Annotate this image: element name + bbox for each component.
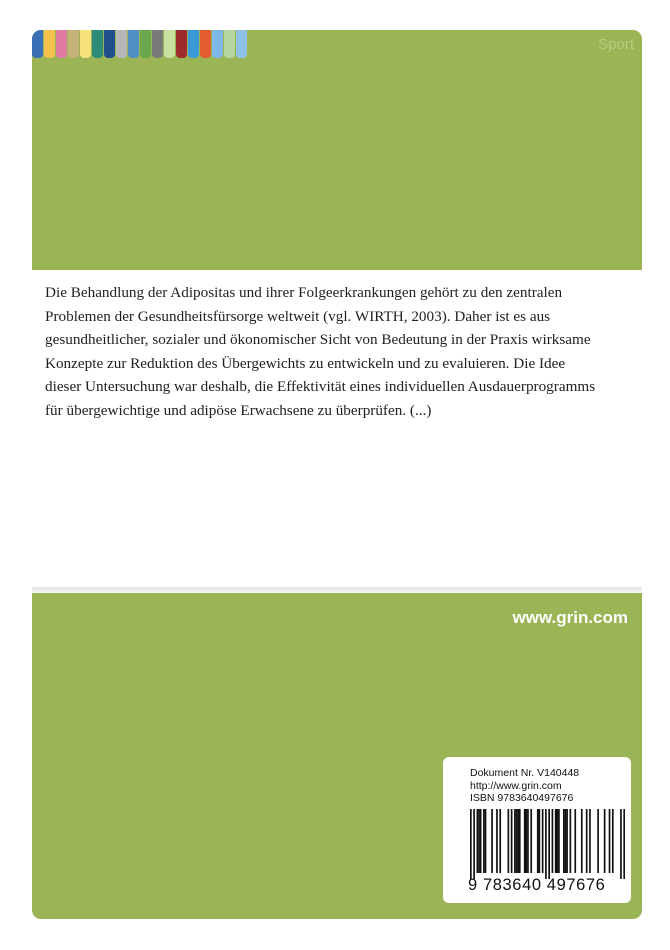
blurb-line: dieser Untersuchung war deshalb, die Effektivität eines individuellen Ausdauerprogramms — [45, 378, 596, 396]
barcode-bar — [548, 809, 550, 879]
isbn-info — [470, 767, 579, 805]
barcode-bar — [556, 809, 558, 873]
barcode-bar — [499, 809, 501, 873]
blurb-line: Konzepte zur Reduktion des Übergewichts zu entwickeln und zu evaluieren. Die Idee — [45, 354, 566, 372]
blurb-text — [45, 281, 631, 423]
blurb-line: Die Behandlung der Adipositas und ihrer Folgeerkrankungen gehört zu den zentralen — [45, 284, 563, 301]
barcode-bar — [527, 809, 529, 873]
top-color-band — [32, 30, 642, 270]
barcode-bar — [514, 809, 516, 873]
barcode-bar — [589, 809, 591, 873]
series-tab — [224, 30, 235, 58]
blurb-line: Problemen der Gesundheitsfürsorge weltweit (vgl. WIRTH, 2003). Daher ist es aus — [45, 307, 551, 325]
series-tab — [140, 30, 151, 58]
barcode — [470, 809, 625, 879]
barcode-bar — [478, 809, 480, 873]
series-tab — [104, 30, 115, 58]
barcode-bar — [612, 809, 614, 873]
series-tab — [164, 30, 175, 58]
bottom-color-band — [32, 593, 642, 919]
barcode-bar — [483, 809, 485, 873]
series-tab — [188, 30, 199, 58]
series-tab — [116, 30, 127, 58]
barcode-bar — [485, 809, 487, 873]
barcode-bar — [511, 809, 513, 873]
barcode-bar — [574, 809, 576, 873]
barcode-bar — [609, 809, 611, 873]
blurb-line: für übergewichtige und adipöse Erwachsene zu überprüfen. (...) — [45, 401, 432, 419]
barcode-bar — [473, 809, 475, 879]
barcode-bar — [470, 809, 472, 879]
book-back-cover — [32, 30, 642, 919]
barcode-bar — [581, 809, 583, 873]
barcode-bar — [537, 809, 539, 873]
series-tab — [128, 30, 139, 58]
barcode-bar — [565, 809, 567, 873]
barcode-bar — [496, 809, 498, 873]
series-tab — [80, 30, 91, 58]
series-tab — [212, 30, 223, 58]
barcode-bar — [477, 809, 479, 873]
series-label: Sport — [598, 36, 634, 53]
barcode-bar — [517, 809, 519, 873]
series-color-tabs — [32, 30, 248, 58]
barcode-bar — [558, 809, 560, 873]
series-tab — [32, 30, 43, 58]
barcode-bar — [563, 809, 565, 873]
barcode-bar — [519, 809, 521, 873]
series-tab — [68, 30, 79, 58]
document-number: Dokument Nr. V140448 — [470, 767, 580, 779]
barcode-bar — [524, 809, 526, 873]
barcode-bar — [604, 809, 606, 873]
blurb-line: gesundheitlicher, sozialer und ökonomischer Sicht von Bedeutung in der Praxis wirksame — [45, 331, 591, 349]
series-tab — [236, 30, 247, 58]
isbn-number: ISBN 9783640497676 — [470, 792, 574, 805]
barcode-bar — [623, 809, 625, 879]
barcode-bar — [491, 809, 493, 873]
barcode-bar — [525, 809, 527, 873]
barcode-bar — [542, 809, 544, 873]
series-tab — [44, 30, 55, 58]
publisher-url: http://www.grin.com — [470, 779, 562, 792]
isbn-box — [443, 757, 631, 903]
barcode-digits: 9 783640 497676 — [468, 876, 606, 894]
series-tab — [92, 30, 103, 58]
publisher-website: www.grin.com — [512, 608, 628, 627]
barcode-bar — [539, 809, 541, 873]
barcode-bar — [552, 809, 554, 873]
barcode-bar — [555, 809, 557, 873]
barcode-bar — [508, 809, 510, 873]
barcode-bar — [516, 809, 518, 873]
barcode-bar — [597, 809, 599, 873]
series-tab — [56, 30, 67, 58]
barcode-bar — [620, 809, 622, 879]
barcode-bar — [566, 809, 568, 873]
barcode-bar — [480, 809, 482, 873]
series-tab — [200, 30, 211, 58]
barcode-bar — [570, 809, 572, 873]
barcode-bar — [586, 809, 588, 873]
series-tab — [176, 30, 187, 58]
series-tab — [152, 30, 163, 58]
barcode-bar — [530, 809, 532, 873]
barcode-bar — [545, 809, 547, 879]
